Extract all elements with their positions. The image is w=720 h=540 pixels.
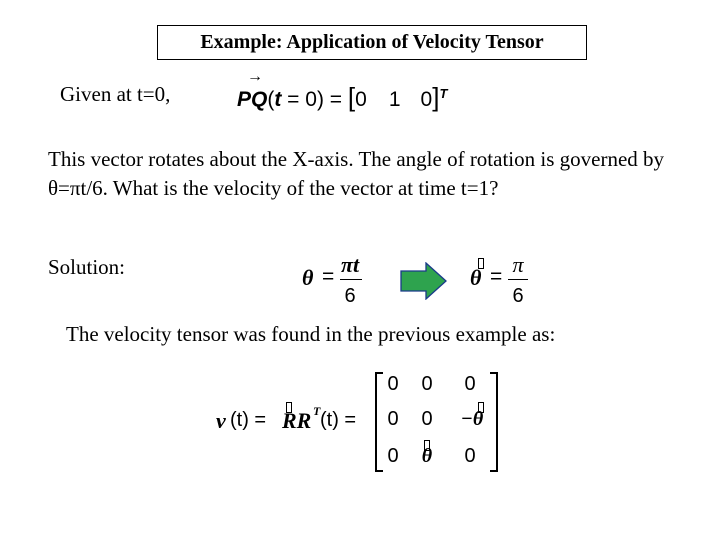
arg-rest: = 0): [281, 88, 324, 111]
matrix-cell: θ: [421, 445, 433, 467]
transpose-sup: T: [439, 86, 448, 101]
arg-open: (: [267, 88, 275, 111]
theta-denominator: 6: [344, 285, 356, 307]
rr-arg: (t) =: [320, 409, 357, 431]
theta-dot-denominator: 6: [512, 285, 524, 307]
matrix-cell: 0: [387, 408, 399, 430]
bracket-open: [: [347, 82, 356, 112]
arg-var: t: [274, 88, 282, 111]
matrix-cell: 0: [464, 373, 476, 395]
velocity-text: The velocity tensor was found in the previous example as:: [66, 322, 556, 346]
theta-dot-numerator: π: [512, 252, 524, 277]
matrix-cell: −θ: [460, 408, 484, 430]
theta-dot-fraction-line: [508, 279, 528, 280]
matrix-cell: 0: [387, 445, 399, 467]
green-arrow-icon: [400, 262, 448, 300]
theta-dot-symbol: θ: [470, 265, 482, 290]
vector-comp-2: 1: [388, 88, 401, 111]
theta-dot-equals: =: [490, 265, 503, 288]
slide-title: Example: Application of Velocity Tensor: [157, 25, 587, 60]
matrix-cell: 0: [421, 408, 433, 430]
rr-transpose: T: [313, 404, 321, 418]
matrix-cell: 0: [387, 373, 399, 395]
vector-comp-3: 0: [420, 88, 433, 111]
v-arg: (t) =: [230, 409, 267, 431]
problem-paragraph: This vector rotates about the X-axis. The angle of rotation is governed by θ=πt/6. What is the velocity of the vector at time t=1?: [48, 147, 665, 200]
matrix-cell: 0: [464, 445, 476, 467]
given-equation: [237, 68, 448, 113]
theta-fraction-line: [340, 279, 362, 280]
theta-symbol: θ: [302, 265, 314, 290]
vector-pq: PQ: [237, 88, 268, 111]
vector-comp-1: 0: [355, 88, 367, 111]
given-label: Given at t=0,: [60, 82, 171, 106]
solution-label: Solution:: [48, 255, 126, 279]
v-symbol: v: [216, 408, 226, 433]
theta-equals: =: [322, 265, 335, 288]
equals-sign: =: [329, 88, 343, 111]
rr-symbol: RR: [282, 408, 312, 433]
matrix-cell: 0: [421, 373, 433, 395]
bracket-close: ]: [432, 82, 440, 112]
theta-numerator: πt: [340, 252, 360, 277]
vector-arrow: →: [247, 68, 263, 85]
